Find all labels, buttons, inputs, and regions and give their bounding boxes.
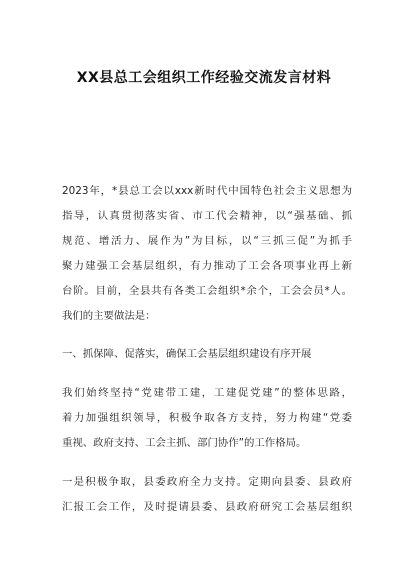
paragraph-3-line-2: 着力加强组织领导，积极争取各方支持，努力构建“党委 [62, 412, 352, 424]
paragraph-1-line-1: 2023年，*县总工会以xxx新时代中国特色社会主义思想为 [62, 185, 352, 197]
section-heading-1: 一、抓保障、促落实，确保工会基层组织建设有序开展 [62, 348, 312, 360]
document-title: XX县总工会组织工作经验交流发言材料 [76, 70, 332, 86]
paragraph-4-line-2: 汇报工会工作，及时提请县委、县政府研究工会基层组织 [62, 501, 352, 513]
paragraph-1-line-3: 规范、增活力、展作为”为目标，以“三抓三促”为抓手 [62, 235, 352, 247]
paragraph-1-line-6: 我们的主要做法是： [62, 310, 156, 322]
paragraph-1-line-4: 聚力建强工会基层组织，有力推动了工会各项事业再上新 [62, 260, 352, 272]
paragraph-3-line-3: 重视、政府支持、工会主抓、部门协作”的工作格局。 [62, 437, 307, 449]
paragraph-4-line-1: 一是积极争取，县委政府全力支持。定期向县委、县政府 [62, 476, 352, 488]
paragraph-1-line-2: 指导，认真贯彻落实省、市工代会精神，以“强基础、抓 [62, 210, 352, 222]
paragraph-1-line-5: 台阶。目前，全县共有各类工会组织*余个，工会会员*人。 [62, 285, 352, 297]
paragraph-3-line-1: 我们始终坚持“党建带工建，工建促党建”的整体思路， [62, 387, 352, 399]
